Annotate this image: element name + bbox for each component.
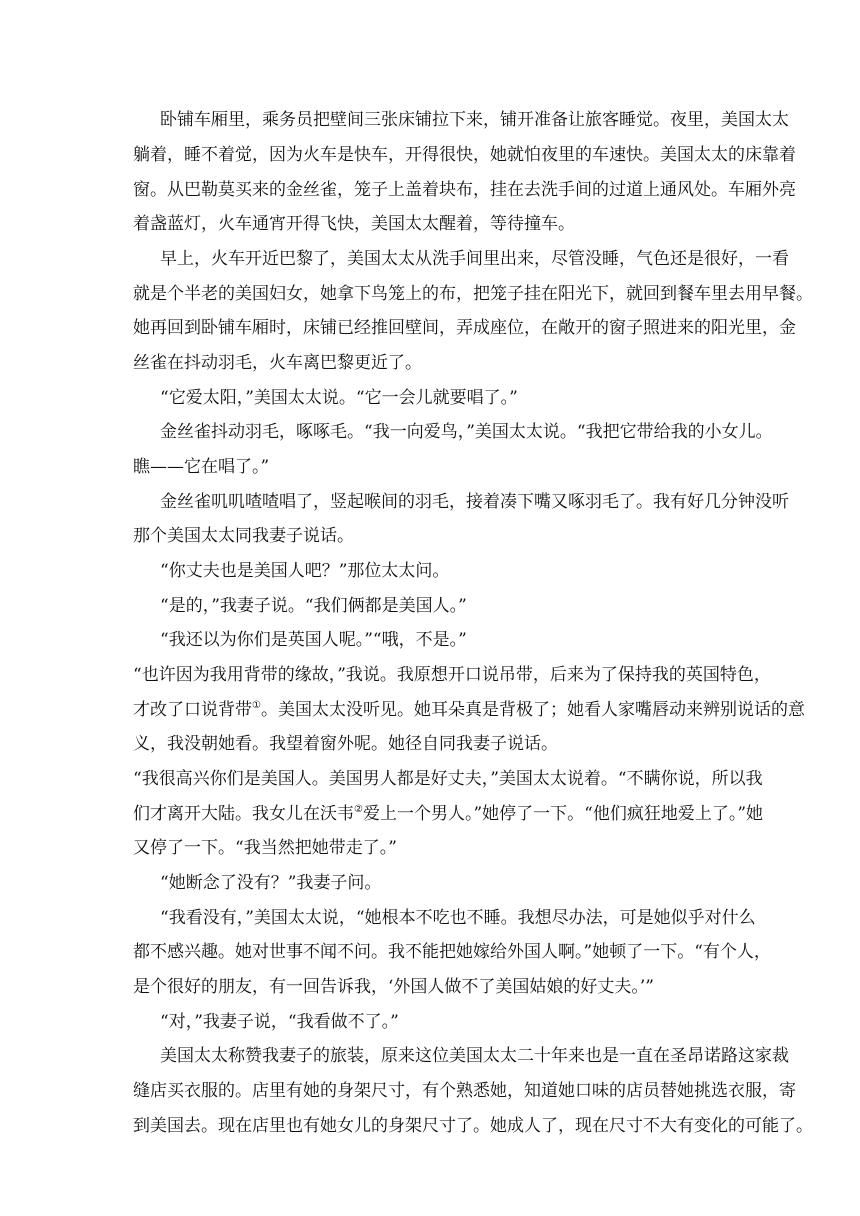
text-line: “她断念了没有？”我妻子问。 <box>160 873 382 893</box>
text-line: 金丝雀叽叽喳喳唱了，竖起喉间的羽毛，接着凑下嘴又啄羽毛了。我有好几分钟没听 <box>160 492 789 512</box>
text-segment: 爱上一个男人。”她停了一下。“他们疯狂地爱上了。”她 <box>362 804 764 824</box>
text-line: “是的，”我妻子说。“我们俩都是美国人。” <box>160 596 467 616</box>
text-line: 那个美国太太同我妻子说话。 <box>133 526 354 546</box>
footnote-marker: ① <box>252 700 261 711</box>
text-line: 就是个半老的美国妇女，她拿下鸟笼上的布，把笼子挂在阳光下，就回到餐车里去用早餐。 <box>133 284 813 304</box>
text-line: 美国太太称赞我妻子的旅装，原来这位美国太太二十年来也是一直在圣昂诺路这家裁 <box>160 1046 789 1066</box>
text-line: 又停了一下。“我当然把她带走了。” <box>133 838 397 858</box>
text-line: “我很高兴你们是美国人。美国男人都是好丈夫，”美国太太说着。“不瞒你说，所以我 <box>133 769 763 789</box>
text-line: 金丝雀抖动羽毛，啄啄毛。“我一向爱鸟，”美国太太说。“我把它带给我的小女儿。 <box>160 422 773 442</box>
text-line <box>0 700 860 720</box>
text-line <box>0 804 860 824</box>
text-segment: 才改了口说背带 <box>133 700 252 720</box>
text-line: 义，我没朝她看。我望着窗外呢。她径自同我妻子说话。 <box>133 734 558 754</box>
text-line: 都不感兴趣。她对世事不闻不问。我不能把她嫁给外国人啊。”她顿了一下。“有个人， <box>133 942 771 962</box>
text-line: “我还以为你们是英国人呢。”“哦，不是。” <box>160 630 467 650</box>
text-line: “我看没有，”美国太太说，“她根本不吃也不睡。我想尽办法，可是她似乎对什么 <box>160 908 756 928</box>
text-segment: 。美国太太没听见。她耳朵真是背极了；她看人家嘴唇动来辨别说话的意 <box>260 700 805 720</box>
text-line: “你丈夫也是美国人吧？”那位太太问。 <box>160 561 450 581</box>
text-line: 丝雀在抖动羽毛，火车离巴黎更近了。 <box>133 353 422 373</box>
text-line: 她再回到卧铺车厢时，床铺已经推回壁间，弄成座位，在敞开的窗子照进来的阳光里，金 <box>133 318 796 338</box>
text-line: “它爱太阳，”美国太太说。“它一会儿就要唱了。” <box>160 388 518 408</box>
text-line: 躺着，睡不着觉，因为火车是快车，开得很快，她就怕夜里的车速快。美国太太的床靠着 <box>133 145 796 165</box>
text-line: “也许因为我用背带的缘故，”我说。我原想开口说吊带，后来为了保持我的英国特色， <box>133 665 771 685</box>
text-line: 窗。从巴勒莫买来的金丝雀，笼子上盖着块布，挂在去洗手间的过道上通风处。车厢外亮 <box>133 180 796 200</box>
text-line: 缝店买衣服的。店里有她的身架尺寸，有个熟悉她，知道她口味的店员替她挑选衣服，寄 <box>133 1081 796 1101</box>
text-line: “对，”我妻子说，“我看做不了。” <box>160 1012 399 1032</box>
text-line: 早上，火车开近巴黎了，美国太太从洗手间里出来，尽管没睡，气色还是很好，一看 <box>160 249 789 269</box>
text-line: 着盏蓝灯，火车通宵开得飞快，美国太太醒着，等待撞车。 <box>133 214 575 234</box>
text-line: 卧铺车厢里，乘务员把壁间三张床铺拉下来，铺开准备让旅客睡觉。夜里，美国太太 <box>160 110 789 130</box>
footnote-marker: ② <box>354 804 363 815</box>
text-line: 瞧——它在唱了。” <box>133 457 270 477</box>
text-line: 到美国去。现在店里也有她女儿的身架尺寸了。她成人了，现在尺寸不大有变化的可能了。 <box>133 1116 813 1136</box>
text-segment: 们才离开大陆。我女儿在沃韦 <box>133 804 354 824</box>
text-line: 是个很好的朋友，有一回告诉我，‘外国人做不了美国姑娘的好丈夫。’” <box>133 977 654 997</box>
